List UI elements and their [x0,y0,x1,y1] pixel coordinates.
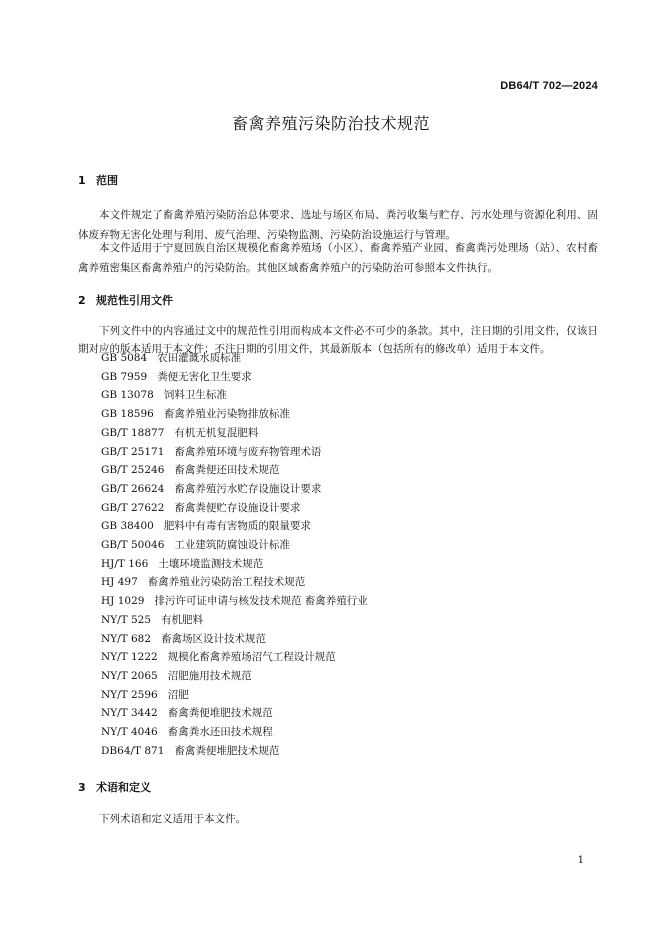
reference-code: DB64/T 871 [101,744,165,757]
reference-code: GB 18596 [101,408,154,421]
section-3-paragraph-1: 下列术语和定义适用于本文件。 [99,813,246,825]
reference-name: 沼肥 [167,688,189,701]
reference-item [101,517,368,536]
normative-references-list [101,349,368,760]
reference-name: 畜禽养殖环境与废弃物管理术语 [174,445,322,458]
section-2-heading [78,292,173,308]
reference-item [101,555,368,574]
section-1-heading [78,172,118,188]
reference-item [101,424,368,443]
document-number: DB64/T 702—2024 [500,80,598,92]
section-number: 1 [78,174,86,187]
section-title: 规范性引用文件 [96,294,173,307]
section-1-paragraph-1: 本文件规定了畜禽养殖污染防治总体要求、选址与场区布局、粪污收集与贮存、污水处理与资源化利用、固体废弃物无害化处理与利用、废气治理、污染物监测、污染防治设施运行与管理。 [78,209,598,241]
reference-code: HJ 497 [101,576,138,589]
reference-code: NY/T 525 [101,613,152,626]
reference-item [101,630,368,649]
reference-code: GB 7959 [101,370,148,383]
reference-item [101,499,368,518]
reference-item [101,405,368,424]
reference-code: HJ/T 166 [101,557,149,570]
section-3-heading [78,779,151,795]
reference-name: 沼肥施用技术规范 [167,669,252,682]
reference-name: 饲料卫生标准 [163,389,227,402]
reference-item [101,648,368,667]
section-2-paragraph-1: 下列文件中的内容通过文中的规范性引用而构成本文件必不可少的条款。其中，注日期的引用文件，仅该日期对应的版本适用于本文件；不注日期的引用文件，其最新版本（包括所有的修改单）适用于本文件。 [78,325,598,355]
reference-item [101,592,368,611]
reference-code: GB 13078 [101,389,154,402]
reference-name: 畜禽养殖业污染防治工程技术规范 [147,576,306,589]
section-number: 2 [78,294,86,307]
reference-item [101,480,368,499]
reference-code: GB 38400 [101,520,154,533]
reference-item [101,443,368,462]
reference-item [101,723,368,742]
reference-name: 畜禽粪便堆肥技术规范 [167,707,273,720]
reference-name: 有机无机复混肥料 [174,426,259,439]
reference-item [101,349,368,368]
reference-code: GB/T 50046 [101,539,165,552]
reference-name: 农田灌溉水质标准 [157,352,242,364]
section-number: 3 [78,781,86,794]
reference-name: 畜禽粪便还田技术规范 [174,464,280,477]
reference-name: 有机肥料 [161,613,204,626]
section-1-paragraph-2: 本文件适用于宁夏回族自治区规模化畜禽养殖场（小区）、畜禽养殖产业园、畜禽粪污处理场（站）、农村畜禽养殖密集区畜禽养殖户的污染防治。其他区域畜禽养殖户的污染防治可参照本文件执行。 [78,242,598,274]
reference-code: GB 5084 [101,352,148,364]
section-title: 范围 [96,174,118,187]
reference-item [101,667,368,686]
reference-item [101,386,368,405]
reference-code: GB/T 26624 [101,482,165,495]
reference-code: GB/T 27622 [101,501,165,514]
page-number: 1 [577,855,584,866]
reference-name: 畜禽粪便堆肥技术规范 [174,744,280,757]
reference-item [101,742,368,761]
reference-name: 土壤环境监测技术规范 [158,557,264,570]
reference-code: GB/T 25171 [101,445,165,458]
reference-item [101,611,368,630]
reference-item [101,536,368,555]
reference-code: NY/T 3442 [101,707,158,720]
reference-item [101,368,368,387]
reference-code: GB/T 18877 [101,426,165,439]
reference-name: 规模化畜禽养殖场沼气工程设计规范 [167,651,336,664]
reference-code: HJ 1029 [101,595,145,608]
reference-code: GB/T 25246 [101,464,165,477]
section-title: 术语和定义 [96,781,151,794]
reference-code: NY/T 2596 [101,688,158,701]
reference-name: 畜禽场区设计技术规范 [161,632,267,645]
reference-item [101,573,368,592]
reference-name: 畜禽养殖业污染物排放标准 [163,408,290,421]
reference-item [101,461,368,480]
reference-item [101,704,368,723]
reference-name: 畜禽粪水还田技术规程 [167,726,273,739]
reference-name: 肥料中有毒有害物质的限量要求 [163,520,311,533]
reference-item [101,686,368,705]
reference-code: NY/T 682 [101,632,152,645]
reference-name: 工业建筑防腐蚀设计标准 [174,539,290,552]
reference-code: NY/T 2065 [101,669,158,682]
reference-name: 排污许可证申请与核发技术规范 畜禽养殖行业 [154,595,368,608]
document-title: 畜禽养殖污染防治技术规范 [231,114,430,133]
reference-name: 畜禽养殖污水贮存设施设计要求 [174,482,322,495]
reference-name: 畜禽粪便贮存设施设计要求 [174,501,301,514]
reference-name: 粪便无害化卫生要求 [157,370,252,383]
reference-code: NY/T 1222 [101,651,158,664]
reference-code: NY/T 4046 [101,726,158,739]
